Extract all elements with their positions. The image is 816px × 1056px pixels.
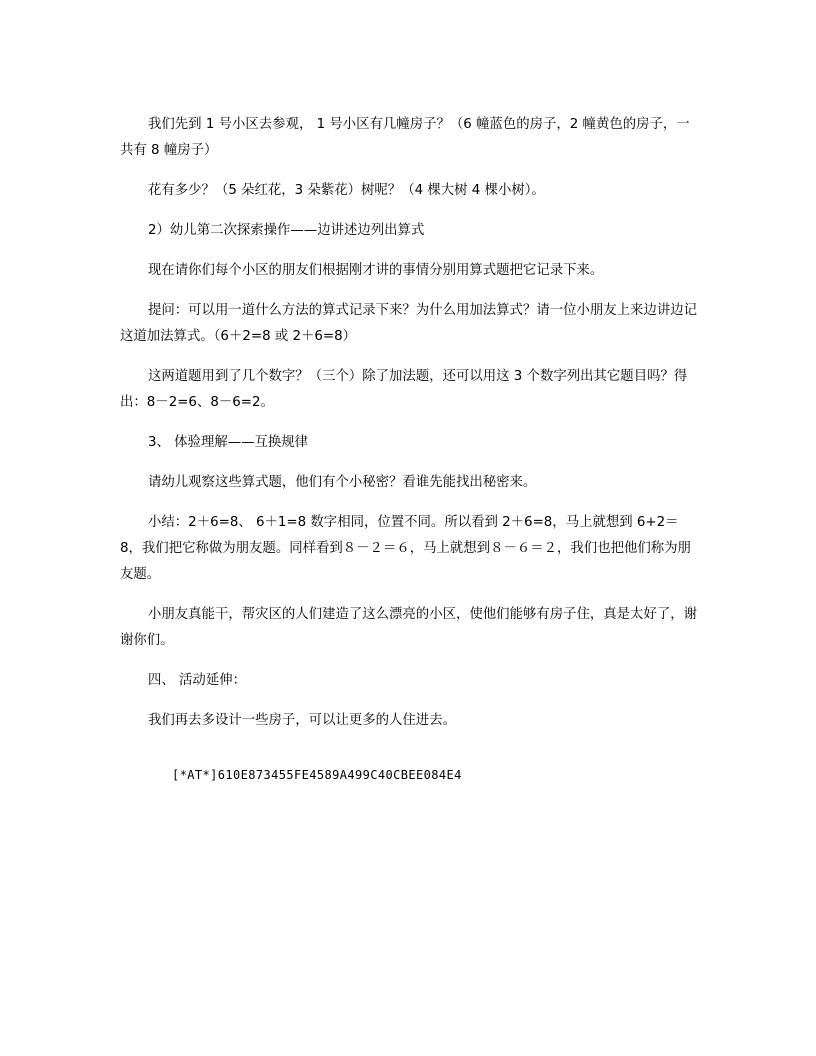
paragraph-visit-community: 我们先到 1 号小区去参观， 1 号小区有几幢房子？（6 幢蓝色的房子，2 幢黄色的房子，一共有 8 幢房子） bbox=[120, 117, 690, 158]
paragraph-summary: 小结：2＋6=8、 6＋1=8 数字相同，位置不同。所以看到 2＋6=8，马上就想到 6+2＝8，我们把它称做为朋友题。同样看到８－２＝６，马上就想到８－６＝２，我们也把他们称为朋友题。 bbox=[120, 515, 691, 582]
paragraph-extension-heading: 四、 活动延伸： bbox=[148, 673, 246, 688]
paragraph-second-exploration: 2）幼儿第二次探索操作——边讲述边列出算式 bbox=[148, 223, 425, 238]
paragraph-praise: 小朋友真能干，帮灾区的人们建造了这么漂亮的小区，使他们能够有房子住，真是太好了，谢谢你们。 bbox=[120, 607, 698, 648]
paragraph-question-addition: 提问：可以用一道什么方法的算式记录下来？为什么用加法算式？请一位小朋友上来边讲边记这道加法算式。（6＋2=8 或 2＋6=8） bbox=[120, 303, 698, 344]
document-code: [*AT*]610E873455FE4589A499C40CBEE084E4 bbox=[172, 768, 462, 782]
paragraph-record-equations: 现在请你们每个小区的朋友们根据刚才讲的事情分别用算式题把它记录下来。 bbox=[148, 263, 604, 278]
document-body bbox=[120, 112, 700, 748]
paragraph-extension: 我们再去多设计一些房子，可以让更多的人住进去。 bbox=[148, 713, 456, 728]
paragraph-flowers-trees: 花有多少？（5 朵红花，3 朵紫花）树呢？（4 棵大树 4 棵小树）。 bbox=[148, 183, 545, 198]
paragraph-observe-secret: 请幼儿观察这些算式题，他们有个小秘密？看谁先能找出秘密来。 bbox=[148, 475, 537, 490]
paragraph-exchange-rule: 3、 体验理解——互换规律 bbox=[148, 435, 309, 450]
paragraph-subtraction: 这两道题用到了几个数字？（三个）除了加法题，还可以用这 3 个数字列出其它题目吗？得出：8－2=6、8－6=2。 bbox=[120, 369, 688, 410]
